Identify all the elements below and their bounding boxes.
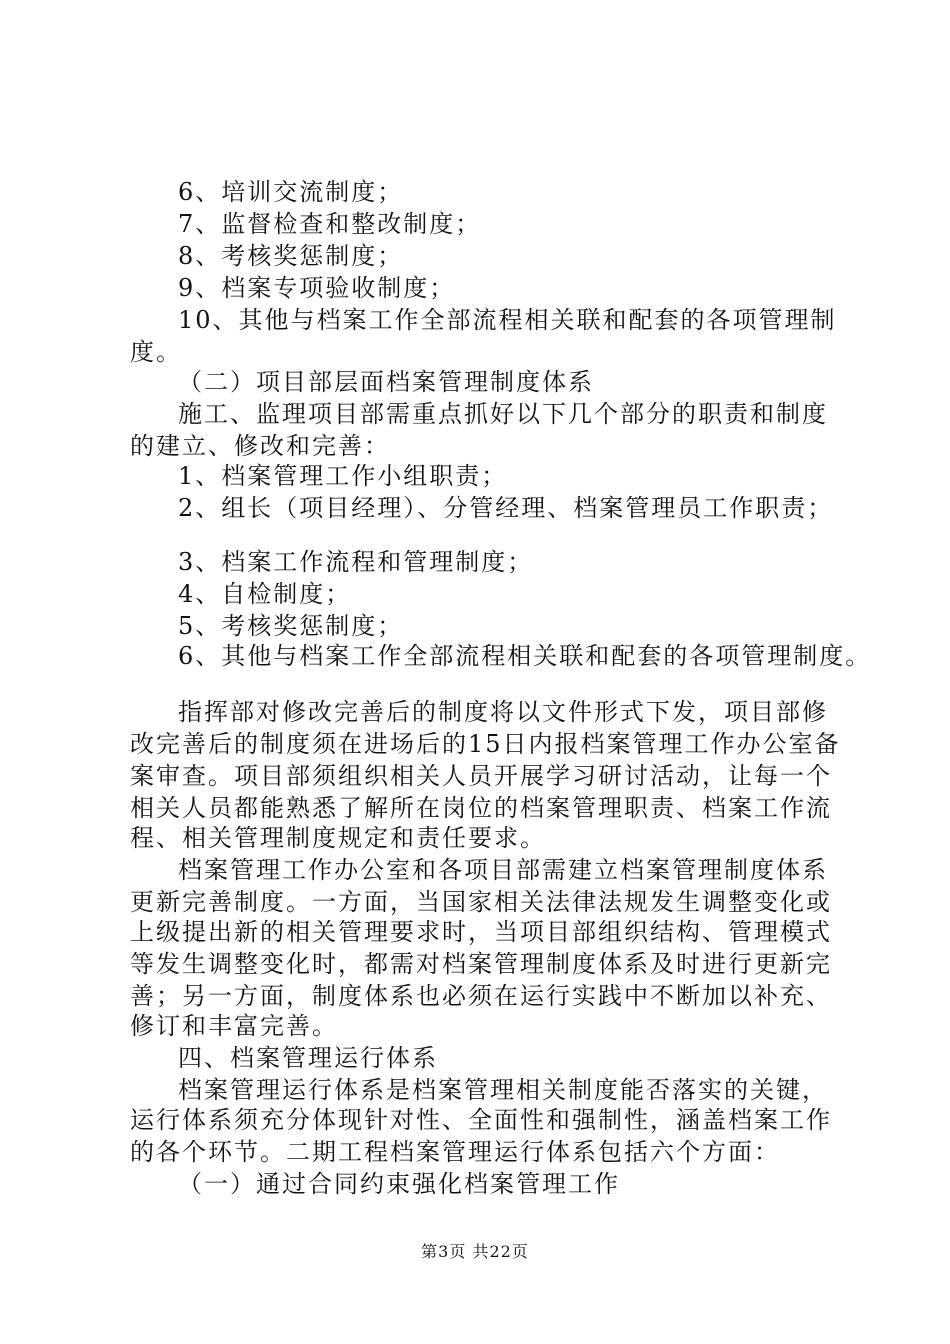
paragraph-line: 上级提出新的相关管理要求时，当项目部组织结构、管理模式 <box>130 918 832 946</box>
page-number: 第3页 共22页 <box>421 1242 529 1261</box>
paragraph-line: 改完善后的制度须在进场后的15日内报档案管理工作办公室备 <box>130 730 841 758</box>
paragraph-line: 档案管理运行体系是档案管理相关制度能否落实的关键， <box>178 1076 828 1104</box>
section-heading: 四、档案管理运行体系 <box>178 1044 438 1072</box>
paragraph-line: 度。 <box>130 338 182 366</box>
paragraph-line: 档案管理工作办公室和各项目部需建立档案管理制度体系 <box>178 856 828 884</box>
list-item-7: 7、监督检查和整改制度； <box>178 210 482 238</box>
list-item-8: 8、考核奖惩制度； <box>178 242 404 270</box>
list-item-6b: 6、其他与档案工作全部流程相关联和配套的各项管理制度。 <box>178 642 872 670</box>
paragraph-line: 等发生调整变化时，都需对档案管理制度体系及时进行更新完 <box>130 950 832 978</box>
paragraph-line: 的建立、修改和完善： <box>130 432 390 460</box>
paragraph-line: 相关人员都能熟悉了解所在岗位的档案管理职责、档案工作流 <box>130 794 832 822</box>
paragraph-line: 程、相关管理制度规定和责任要求。 <box>130 824 546 852</box>
list-item-4: 4、自检制度； <box>178 580 352 608</box>
paragraph-line: 修订和丰富完善。 <box>130 1012 338 1040</box>
list-item-5: 5、考核奖惩制度； <box>178 612 404 640</box>
section-heading: （二）项目部层面档案管理制度体系 <box>178 368 594 396</box>
section-heading: （一）通过合同约束强化档案管理工作 <box>178 1170 620 1198</box>
paragraph-line: 运行体系须充分体现针对性、全面性和强制性，涵盖档案工作 <box>130 1106 832 1134</box>
paragraph-line: 更新完善制度。一方面，当国家相关法律法规发生调整变化或 <box>130 888 832 916</box>
paragraph-line: 案审查。项目部须组织相关人员开展学习研讨活动，让每一个 <box>130 762 832 790</box>
list-item-2: 2、组长（项目经理）、分管经理、档案管理员工作职责； <box>178 494 834 522</box>
paragraph-line: 善；另一方面，制度体系也必须在运行实践中不断加以补充、 <box>130 982 832 1010</box>
list-item-3: 3、档案工作流程和管理制度； <box>178 548 534 576</box>
list-item-10: 10、其他与档案工作全部流程相关联和配套的各项管理制 <box>178 306 837 334</box>
paragraph-line: 的各个环节。二期工程档案管理运行体系包括六个方面： <box>130 1138 780 1166</box>
paragraph-line: 施工、监理项目部需重点抓好以下几个部分的职责和制度 <box>178 400 828 428</box>
list-item-6: 6、培训交流制度； <box>178 178 404 206</box>
list-item-9: 9、档案专项验收制度； <box>178 274 456 302</box>
list-item-1: 1、档案管理工作小组职责； <box>178 462 508 490</box>
paragraph-line: 指挥部对修改完善后的制度将以文件形式下发，项目部修 <box>178 698 828 726</box>
